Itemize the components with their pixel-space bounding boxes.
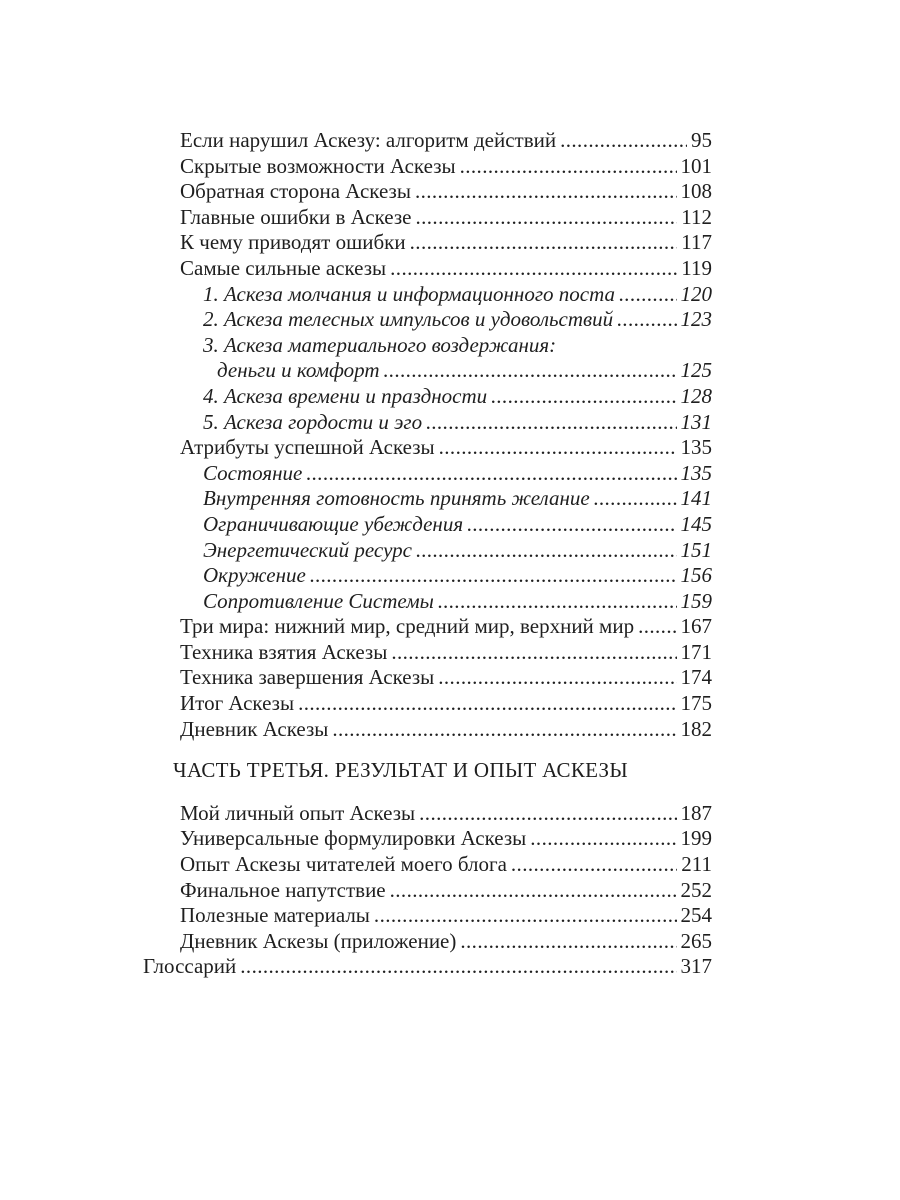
page-number: 135 — [680, 460, 712, 485]
toc-entry — [143, 589, 712, 615]
toc-entry — [143, 461, 712, 487]
toc-entry-label: Обратная сторона Аскезы — [180, 179, 411, 204]
toc-entry-label: Итог Аскезы — [180, 691, 295, 716]
dot-leader — [384, 358, 677, 384]
page-number: 175 — [680, 691, 712, 716]
toc-entry — [143, 665, 712, 691]
dot-leader — [438, 665, 676, 691]
part-heading: ЧАСТЬ ТРЕТЬЯ. РЕЗУЛЬТАТ И ОПЫТ АСКЕЗЫ — [173, 758, 628, 783]
dot-leader — [439, 435, 677, 461]
toc-entry — [143, 640, 712, 666]
toc-entry — [143, 384, 712, 410]
toc-entry-label: Дневник Аскезы (приложение) — [180, 928, 457, 953]
page-number: 135 — [680, 435, 712, 460]
toc-entry-label: Универсальные формулировки Аскезы — [180, 826, 527, 851]
dot-leader — [560, 128, 687, 154]
toc-entry-label: Главные ошибки в Аскезе — [180, 204, 412, 229]
toc-entry — [143, 929, 712, 955]
toc-entry — [143, 179, 712, 205]
toc-entry — [143, 878, 712, 904]
page-number: 119 — [681, 255, 712, 280]
toc-entry-label: Опыт Аскезы читателей моего блога — [180, 852, 507, 877]
page-number: 317 — [680, 954, 712, 979]
toc-entry — [143, 801, 712, 827]
toc-entry-label: деньги и комфорт — [217, 358, 380, 383]
dot-leader — [419, 801, 676, 827]
page-number: 120 — [680, 281, 712, 306]
dot-leader — [619, 282, 676, 308]
dot-leader — [530, 826, 676, 852]
toc-entry — [143, 826, 712, 852]
page-number: 187 — [680, 800, 712, 825]
toc-entry-label: Три мира: нижний мир, средний мир, верхний мир — [180, 614, 635, 639]
toc-entry-label: Атрибуты успешной Аскезы — [180, 435, 435, 460]
toc-entry — [143, 614, 712, 640]
dot-leader — [390, 256, 677, 282]
toc-entry-label: Энергетический ресурс — [203, 537, 412, 562]
toc-entry-label: 4. Аскеза времени и праздности — [203, 383, 488, 408]
dot-leader — [310, 563, 677, 589]
page-number: 141 — [680, 486, 712, 511]
dot-leader — [438, 589, 677, 615]
dot-leader — [332, 717, 676, 743]
dot-leader — [491, 384, 676, 410]
toc-entry-label: 2. Аскеза телесных импульсов и удовольствий — [203, 307, 614, 332]
toc-entry — [143, 410, 712, 436]
toc-entry-label: Мой личный опыт Аскезы — [180, 800, 416, 825]
toc-entry-label: Техника завершения Аскезы — [180, 665, 435, 690]
toc-entry-label: Финальное напутствие — [180, 877, 386, 902]
page-number: 265 — [680, 928, 712, 953]
toc-entry — [143, 358, 712, 384]
page-number: 252 — [680, 877, 712, 902]
toc-entry — [143, 852, 712, 878]
toc-entry — [143, 282, 712, 308]
toc-entry — [143, 307, 712, 333]
toc-entry — [143, 333, 712, 359]
toc-entry-label: Окружение — [203, 563, 306, 588]
page-number: 128 — [680, 383, 712, 408]
dot-leader — [298, 691, 676, 717]
toc-entry — [143, 512, 712, 538]
dot-leader — [416, 538, 677, 564]
dot-leader — [240, 954, 676, 980]
toc-entry — [143, 903, 712, 929]
page-number: 199 — [680, 826, 712, 851]
page-number: 159 — [680, 588, 712, 613]
toc-entry-label: Внутренняя готовность принять желание — [203, 486, 590, 511]
toc-entry — [143, 691, 712, 717]
dot-leader — [410, 230, 678, 256]
page-number: 167 — [680, 614, 712, 639]
toc-entry-label: 1. Аскеза молчания и информационного поста — [203, 281, 616, 306]
dot-leader — [617, 307, 676, 333]
page-number: 112 — [681, 204, 712, 229]
toc-entry — [143, 256, 712, 282]
toc-entry — [143, 435, 712, 461]
dot-leader — [594, 486, 677, 512]
page-number: 254 — [680, 903, 712, 928]
page-number: 123 — [680, 307, 712, 332]
toc-entry — [143, 486, 712, 512]
dot-leader — [391, 640, 676, 666]
toc-entry — [143, 230, 712, 256]
dot-leader — [306, 461, 676, 487]
dot-leader — [511, 852, 677, 878]
toc-entry — [143, 205, 712, 231]
dot-leader — [390, 878, 677, 904]
toc-entry — [143, 538, 712, 564]
toc-entry-label: 5. Аскеза гордости и эго — [203, 409, 423, 434]
page-number: 108 — [680, 179, 712, 204]
dot-leader — [426, 410, 676, 436]
page-number: 171 — [680, 639, 712, 664]
toc-entry-label: Полезные материалы — [180, 903, 370, 928]
toc-entry-label: К чему приводят ошибки — [180, 230, 406, 255]
dot-leader — [638, 614, 676, 640]
toc-entry — [143, 128, 712, 154]
toc-entry-label: Дневник Аскезы — [180, 716, 329, 741]
page-number: 174 — [680, 665, 712, 690]
toc-entry-label: Техника взятия Аскезы — [180, 639, 388, 664]
page-number: 151 — [680, 537, 712, 562]
page-number: 145 — [680, 511, 712, 536]
page-number: 182 — [680, 716, 712, 741]
page-number: 117 — [681, 230, 712, 255]
page-number: 101 — [680, 153, 712, 178]
dot-leader — [415, 179, 677, 205]
toc-entry-label: Состояние — [203, 460, 303, 485]
dot-leader — [415, 205, 677, 231]
page-number: 156 — [680, 563, 712, 588]
table-of-contents — [143, 128, 712, 980]
toc-entry — [143, 154, 712, 180]
dot-leader — [467, 512, 676, 538]
toc-entry-label: Сопротивление Системы — [203, 588, 434, 613]
toc-entry — [143, 954, 712, 980]
dot-leader — [460, 154, 677, 180]
toc-entry-label: Самые сильные аскезы — [180, 255, 387, 280]
toc-entry-label: Глоссарий — [143, 954, 237, 979]
toc-entry — [143, 563, 712, 589]
page-number: 95 — [691, 128, 712, 152]
page-number: 131 — [680, 409, 712, 434]
page-number: 211 — [681, 852, 712, 877]
toc-entry — [143, 717, 712, 743]
toc-entry-label: Если нарушил Аскезу: алгоритм действий — [180, 128, 557, 152]
page-number: 125 — [680, 358, 712, 383]
toc-entry-label: Ограничивающие убеждения — [203, 511, 464, 536]
dot-leader — [374, 903, 677, 929]
toc-entry-label: Скрытые возможности Аскезы — [180, 153, 456, 178]
toc-entry-label: 3. Аскеза материального воздержания: — [203, 332, 557, 357]
dot-leader — [460, 929, 676, 955]
